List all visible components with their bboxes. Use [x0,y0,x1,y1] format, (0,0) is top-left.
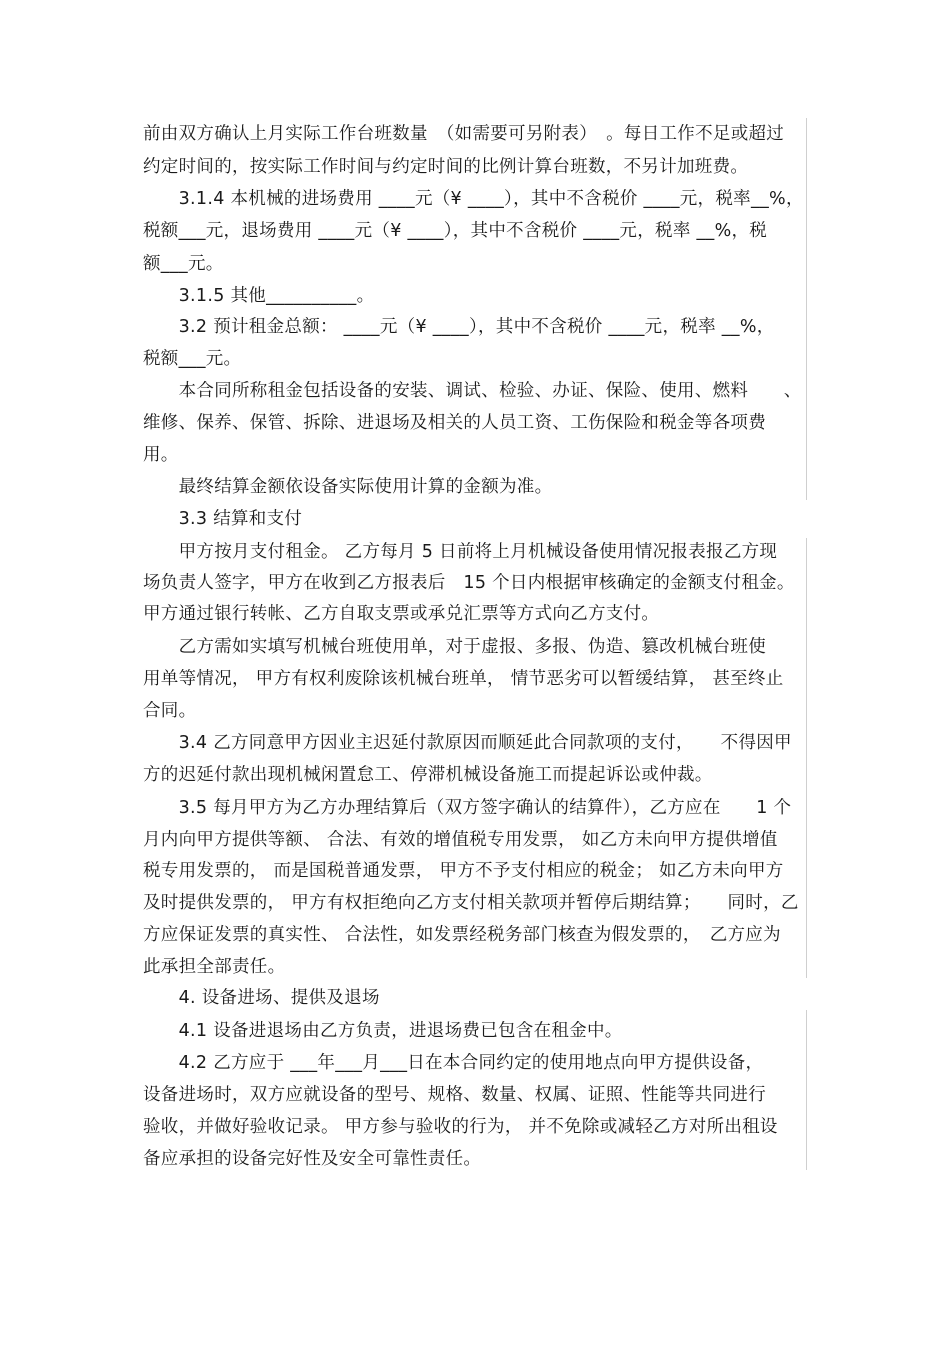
text-line: 甲方通过银行转帐、乙方自取支票或承兑汇票等方式向乙方支付。 [143,604,660,624]
text-line: 税额___元，退场费用 ____元（¥ ____），其中不含税价 ____元，税率 __%，税 [143,221,768,241]
text-line: 约定时间的，按实际工作时间与约定时间的比例计算台班数，不另计加班费。 [143,157,749,177]
text-line: 最终结算金额依设备实际使用计算的金额为准。 [143,477,553,497]
text-line: 场负责人签字，甲方在收到乙方报表后 15 个日内根据审核确定的金额支付租金。 [143,573,795,593]
text-line: 3.5 每月甲方为乙方办理结算后（双方签字确认的结算件），乙方应在 1 个 [143,798,792,818]
text-line: 额___元。 [143,254,224,274]
text-line: 乙方需如实填写机械台班使用单，对于虚报、多报、伪造、篡改机械台班使 [143,637,766,657]
text-line: 用单等情况， 甲方有权利废除该机械台班单， 情节恶劣可以暂缓结算， 甚至终止 [143,669,784,689]
text-line: 3.1.4 本机械的进场费用 ____元（¥ ____），其中不含税价 ____元，税率__%， [143,189,804,209]
text-line: 4.2 乙方应于 ___年___月___日在本合同约定的使用地点向甲方提供设备， [143,1053,764,1073]
text-line: 3.2 预计租金总额： ____元（¥ ____），其中不含税价 ____元，税率 __%， [143,317,775,337]
text-line: 维修、保养、保管、拆除、进退场及相关的人员工资、工伤保险和税金等各项费 [143,413,766,433]
text-line: 税额___元。 [143,349,242,369]
section-heading: 3.3 结算和支付 [143,509,303,529]
text-line: 3.4 乙方同意甲方因业主迟延付款原因而顺延此合同款项的支付， 不得因甲 [143,733,792,753]
text-line: 合同。 [143,701,197,721]
text-line: 用。 [143,445,179,465]
text-line: 设备进场时，双方应就设备的型号、规格、数量、权属、证照、性能等共同进行 [143,1085,766,1105]
text-line: 月内向甲方提供等额、 合法、有效的增值税专用发票， 如乙方未向甲方提供增值 [143,830,778,850]
text-line: 备应承担的设备完好性及安全可靠性责任。 [143,1149,482,1169]
text-line: 前由双方确认上月实际工作台班数量 （如需要可另附表） 。每日工作不足或超过 [143,124,785,144]
text-line: 及时提供发票的， 甲方有权拒绝向乙方支付相关款项并暂停后期结算； 同时，乙 [143,893,799,913]
section-heading: 4. 设备进场、提供及退场 [143,988,380,1008]
text-line: 此承担全部责任。 [143,957,286,977]
text-line: 甲方按月支付租金。 乙方每月 5 日前将上月机械设备使用情况报表报乙方现 [143,542,778,562]
text-line: 验收，并做好验收记录。 甲方参与验收的行为， 并不免除或减轻乙方对所出租设 [143,1117,778,1137]
text-line: 4.1 设备进退场由乙方负责，进退场费已包含在租金中。 [143,1021,623,1041]
text-line: 方应保证发票的真实性、 合法性，如发票经税务部门核查为假发票的， 乙方应为 [143,925,781,945]
text-line: 方的迟延付款出现机械闲置怠工、停滞机械设备施工而提起诉讼或仲裁。 [143,765,713,785]
text-line: 本合同所称租金包括设备的安装、调试、检验、办证、保险、使用、燃料 、 [143,381,802,401]
text-line: 3.1.5 其他__________。 [143,286,375,306]
text-line: 税专用发票的， 而是国税普通发票， 甲方不予支付相应的税金； 如乙方未向甲方 [143,861,784,881]
